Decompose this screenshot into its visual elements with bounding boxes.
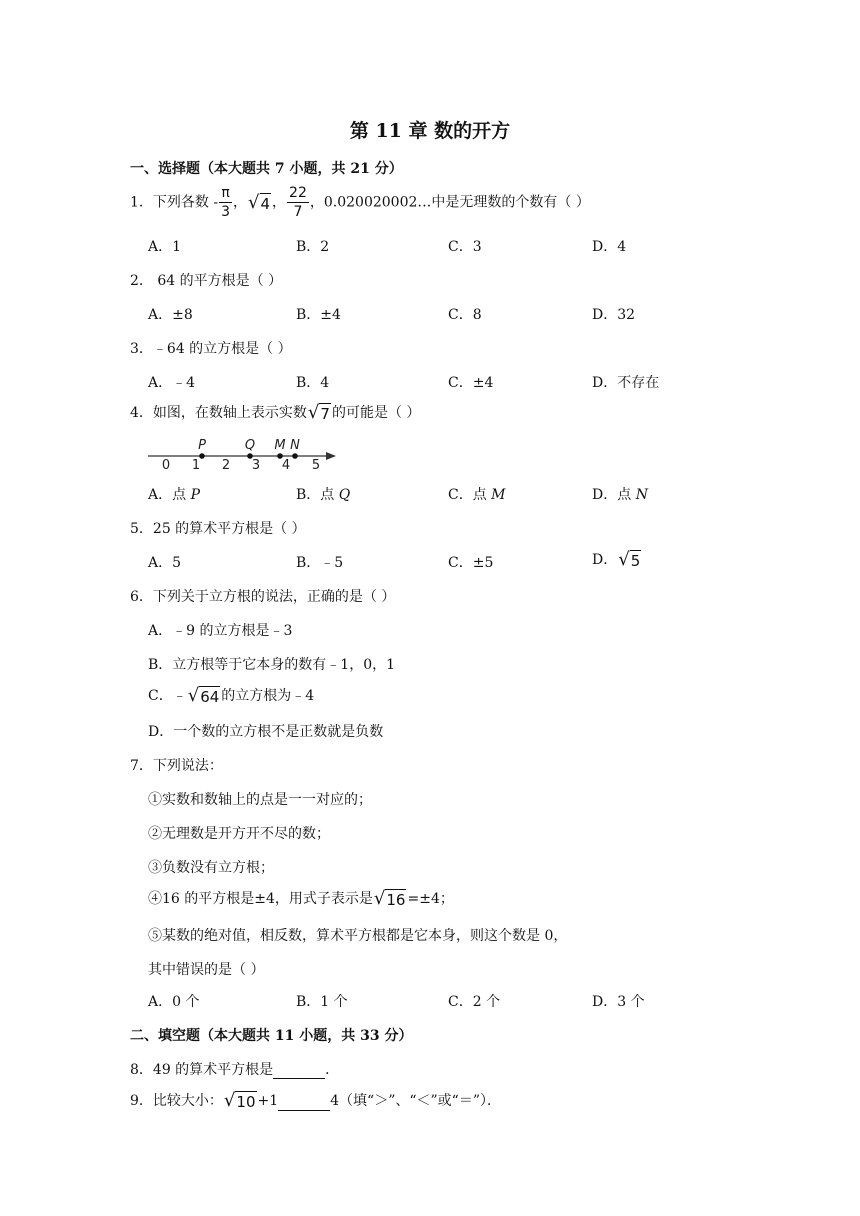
q7-statement-4: ④16 的平方根是±4，用式子表示是 √ 16 =±4； [148, 888, 454, 909]
question-2: 2． 64 的平方根是（ ） [130, 273, 283, 289]
radical-icon: √ [373, 888, 386, 909]
sqrt-7: √ 7 [307, 402, 330, 423]
q7-question: 其中错误的是（ ） [148, 962, 265, 978]
q1-option-c: C．3 [448, 239, 482, 255]
point-N [292, 453, 298, 459]
point-M [277, 453, 283, 459]
q2-option-d: D．32 [592, 307, 636, 323]
fraction-pi-over-3: $\frac{\pi}{3}$ [221, 185, 231, 220]
q7-statement-2: ②无理数是开方开不尽的数； [148, 826, 330, 842]
q5-option-b: B．﹣5 [296, 555, 344, 571]
q5-option-a: A．5 [148, 555, 182, 571]
tick-label-2: 2 [221, 458, 231, 473]
sqrt-5: √ 5 [618, 549, 641, 570]
question-9: 9．比较大小： √ 10 +1 4（填“＞”、“＜”或“＝”）． [130, 1090, 501, 1111]
radical-icon: √ [618, 549, 630, 570]
question-1: 1．下列各数 - $\frac{\pi}{3}$ ， √ 4 ， $\frac{22}{7}$ ，0.020020002…中是无理数的个数有（ ） [130, 185, 590, 220]
q1-option-d: D．4 [592, 239, 627, 255]
question-7: 7．下列说法： [130, 758, 223, 774]
point-label-P: P [198, 438, 206, 453]
radical-icon: √ [223, 1090, 236, 1111]
q2-option-c: C．8 [448, 307, 482, 323]
q7-statement-3: ③负数没有立方根； [148, 860, 274, 876]
q3-option-b: B．4 [296, 375, 330, 391]
q7-statement-5: ⑤某数的绝对值，相反数，算术平方根都是它本身，则这个数是 0， [148, 928, 568, 944]
q4-option-c: C．点 M [448, 487, 506, 503]
q4-option-b: B．点 Q [296, 487, 351, 503]
question-6: 6．下列关于立方根的说法，正确的是（ ） [130, 589, 396, 605]
tick-label-3: 3 [251, 458, 261, 473]
q7-statement-1: ①实数和数轴上的点是一一对应的； [148, 792, 372, 808]
q2-option-b: B．±4 [296, 307, 341, 323]
q3-option-d: D．不存在 [592, 375, 660, 391]
tick-label-1: 1 [191, 458, 201, 473]
q3-option-a: A．﹣4 [148, 375, 196, 391]
radical-icon: √ [248, 191, 260, 213]
q4-option-a: A．点 P [148, 487, 200, 503]
q6-option-c: C．﹣ √ 64 的立方根为﹣4 [148, 685, 315, 706]
q7-option-b: B．1 个 [296, 994, 348, 1010]
q2-option-a: A．±8 [148, 307, 193, 323]
section-heading-fill: 二、填空题（本大题共 11 小题，共 33 分） [130, 1028, 413, 1044]
sqrt-16: √ 16 [373, 888, 406, 909]
q6-option-d: D．一个数的立方根不是正数就是负数 [148, 724, 384, 740]
radical-icon: √ [307, 402, 320, 423]
answer-blank[interactable] [273, 1064, 325, 1079]
q7-option-a: A．0 个 [148, 994, 200, 1010]
tick-label-5: 5 [311, 458, 321, 473]
point-label-N: N [290, 438, 300, 453]
q4-option-d: D．点 N [592, 487, 648, 503]
q6-option-b: B．立方根等于它本身的数有﹣1，0，1 [148, 657, 396, 673]
q1-option-b: B．2 [296, 239, 330, 255]
q7-option-c: C．2 个 [448, 994, 501, 1010]
q5-option-c: C．±5 [448, 555, 494, 571]
question-5: 5．25 的算术平方根是（ ） [130, 521, 306, 537]
q3-option-c: C．±4 [448, 375, 494, 391]
point-P [199, 453, 205, 459]
q1-option-a: A．1 [148, 239, 182, 255]
page-title: 第 11 章 数的开方 [349, 120, 511, 142]
sqrt-10: √ 10 [223, 1090, 256, 1111]
q6-option-a: A．﹣9 的立方根是﹣3 [148, 623, 293, 639]
section-heading-choice: 一、选择题（本大题共 7 小题，共 21 分） [130, 161, 403, 177]
q7-option-d: D．3 个 [592, 994, 645, 1010]
question-4: 4．如图，在数轴上表示实数 √ 7 的可能是（ ） [130, 402, 421, 423]
tick-label-4: 4 [281, 458, 291, 473]
question-8: 8．49 的算术平方根是 ． [130, 1062, 340, 1078]
question-3: 3．﹣64 的立方根是（ ） [130, 341, 292, 357]
fraction-22-over-7: $\frac{22}{7}$ [289, 185, 307, 220]
q5-option-d: D． √ 5 [592, 549, 641, 570]
point-label-M: M [274, 438, 286, 453]
point-label-Q: Q [244, 438, 256, 453]
answer-blank[interactable] [278, 1096, 330, 1111]
tick-label-0: 0 [161, 458, 171, 473]
radical-icon: √ [187, 685, 200, 706]
sqrt-4: √ 4 [248, 191, 271, 213]
point-Q [247, 453, 253, 459]
number-line-figure [146, 432, 346, 474]
arrow-right-icon [326, 452, 336, 460]
sqrt-64: √ 64 [187, 685, 220, 706]
